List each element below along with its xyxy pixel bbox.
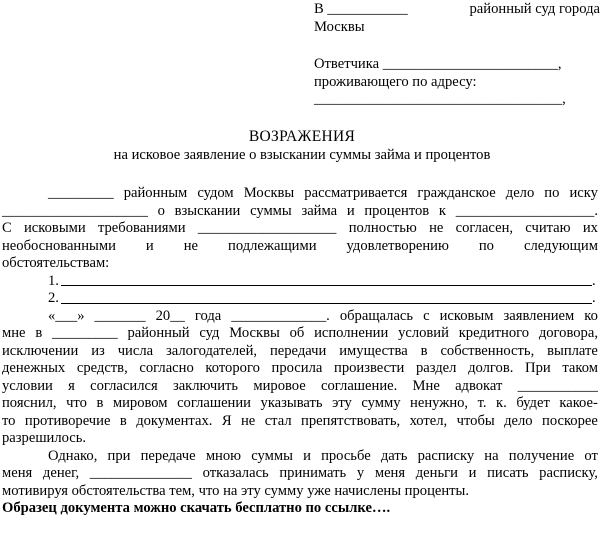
word: документах. bbox=[136, 412, 213, 429]
list-number: 2. bbox=[48, 290, 59, 306]
word: к bbox=[438, 202, 446, 219]
word: мировое bbox=[253, 377, 306, 394]
paragraph-3-line-1 bbox=[2, 448, 598, 466]
word: года bbox=[194, 307, 222, 324]
paragraph-2-line-7 bbox=[2, 413, 598, 431]
word: взыскании bbox=[174, 202, 241, 219]
paragraph-2-line-4 bbox=[2, 360, 598, 378]
word: подлежащими bbox=[228, 237, 317, 254]
word: заявлением bbox=[503, 307, 575, 324]
word: требованиями bbox=[97, 220, 186, 236]
word: т. bbox=[477, 395, 487, 411]
court-line-left: В ___________ bbox=[314, 1, 408, 17]
paragraph-1-line-1 bbox=[2, 185, 598, 203]
word: о bbox=[157, 202, 165, 219]
list-number: 1. bbox=[48, 272, 59, 289]
word: будет bbox=[516, 395, 550, 411]
word: заключить bbox=[172, 377, 239, 394]
word: противоречие bbox=[24, 412, 111, 429]
word: _________ bbox=[52, 325, 118, 341]
word: меня bbox=[2, 465, 33, 481]
list-item-1: 1. . bbox=[48, 272, 596, 289]
word: раздел bbox=[415, 360, 457, 376]
paragraph-3-line-3: мотивируя обстоятельства тем, что на эту сумму уже начислены проценты. bbox=[2, 482, 470, 499]
word: исключении bbox=[2, 342, 79, 359]
word: пояснил, bbox=[2, 395, 57, 411]
word: из bbox=[91, 342, 105, 359]
word: мною bbox=[205, 447, 242, 464]
word: исковыми bbox=[24, 220, 86, 236]
paragraph-1-line-3 bbox=[2, 220, 598, 238]
word: не bbox=[240, 412, 256, 429]
word: меня bbox=[374, 465, 406, 481]
word: хотел, bbox=[409, 412, 448, 429]
word: договора, bbox=[538, 325, 598, 341]
word: эту bbox=[332, 395, 352, 411]
word: их bbox=[582, 220, 598, 236]
word: получение bbox=[508, 447, 575, 464]
word: С bbox=[2, 220, 12, 236]
word: При bbox=[525, 360, 551, 376]
word: и bbox=[145, 237, 154, 254]
word: к. bbox=[496, 395, 507, 411]
word: процентов bbox=[364, 202, 430, 219]
word: и bbox=[468, 465, 477, 481]
word: в bbox=[96, 395, 104, 411]
word: следующим bbox=[523, 237, 598, 254]
word: таком bbox=[562, 360, 598, 376]
word: иску bbox=[569, 185, 598, 201]
paragraph-1-line-4 bbox=[2, 238, 598, 256]
word: расписку, bbox=[539, 465, 598, 481]
word: соглашение. bbox=[321, 377, 398, 394]
word: согласен, bbox=[455, 220, 514, 236]
word: исковым bbox=[439, 307, 494, 324]
word: Москвы bbox=[229, 325, 280, 341]
word: то bbox=[2, 412, 16, 429]
word: рассматривается bbox=[304, 185, 408, 201]
word: дело bbox=[505, 185, 535, 201]
paragraph-2-line-1 bbox=[2, 308, 598, 326]
word: соглашении bbox=[177, 395, 251, 411]
word: стал bbox=[264, 412, 292, 429]
word: ___________________. bbox=[455, 202, 598, 219]
paragraph-2-line-2 bbox=[2, 325, 598, 343]
word: ____________________ bbox=[2, 202, 148, 219]
word: денег, bbox=[42, 465, 80, 481]
word: согласился bbox=[90, 377, 158, 394]
word: «___» bbox=[48, 307, 85, 324]
paragraph-1-line-2 bbox=[2, 203, 598, 221]
word: по bbox=[478, 237, 494, 254]
address-label: проживающего по адресу: bbox=[314, 73, 477, 90]
word: в bbox=[35, 325, 43, 341]
court-line bbox=[314, 1, 600, 19]
word: у bbox=[356, 465, 365, 481]
word: об bbox=[289, 325, 305, 341]
paragraph-2-line-6 bbox=[2, 395, 598, 413]
document-title: ВОЗРАЖЕНИЯ bbox=[248, 128, 356, 145]
word: необоснованными bbox=[2, 237, 116, 254]
word: Москвы bbox=[243, 185, 295, 201]
respondent-line: Ответчика ________________________, bbox=[314, 56, 562, 72]
word: просьбе bbox=[321, 447, 371, 464]
word: мне bbox=[2, 325, 26, 341]
word: районный bbox=[127, 325, 190, 341]
word: Мне bbox=[412, 377, 440, 394]
word: писать bbox=[487, 465, 529, 481]
word: поскорее bbox=[542, 412, 598, 429]
word: условии bbox=[2, 377, 53, 394]
word: долгов. bbox=[468, 360, 514, 376]
word: и bbox=[346, 202, 355, 219]
word: судом bbox=[197, 185, 234, 201]
word: гражданское bbox=[417, 185, 496, 201]
word: _____________. bbox=[231, 307, 330, 324]
word: денежных bbox=[2, 360, 66, 376]
word: числа bbox=[117, 342, 154, 359]
word: и bbox=[303, 447, 311, 464]
word: согласно bbox=[139, 360, 194, 376]
court-line-right: районный суд города bbox=[469, 1, 600, 17]
word: _________ bbox=[48, 185, 114, 201]
word: считаю bbox=[525, 220, 571, 236]
word: собственность, bbox=[440, 342, 535, 359]
word: Я bbox=[221, 412, 232, 429]
word: мировом bbox=[112, 395, 168, 411]
word: залогодателей, bbox=[166, 342, 258, 359]
word: по bbox=[544, 185, 560, 201]
address-line: __________________________________, bbox=[314, 91, 566, 107]
word: при bbox=[107, 447, 131, 464]
word: дело bbox=[504, 412, 533, 429]
list-item-2: 2. . bbox=[48, 290, 596, 306]
word: от bbox=[584, 447, 598, 464]
word: расписку bbox=[417, 447, 475, 464]
word: не bbox=[183, 237, 199, 254]
word: суд bbox=[199, 325, 220, 341]
paragraph-2-line-3 bbox=[2, 343, 598, 361]
word: чтобы bbox=[456, 412, 495, 429]
word: сумму bbox=[361, 395, 401, 411]
word: произвести bbox=[334, 360, 405, 376]
word: удовлетворению bbox=[346, 237, 449, 254]
word: ___________ bbox=[517, 377, 598, 394]
word: условий bbox=[398, 325, 449, 341]
word: препятствовать, bbox=[301, 412, 401, 429]
word: полностью bbox=[348, 220, 417, 236]
word: займа bbox=[301, 202, 338, 219]
word: принимать bbox=[279, 465, 347, 481]
word: не bbox=[429, 220, 444, 236]
word: указывать bbox=[260, 395, 323, 411]
word: какое- bbox=[559, 395, 598, 411]
paragraph-1-line-5: обстоятельствам: bbox=[2, 255, 110, 271]
document-subtitle: на исковое заявление о взыскании суммы займа и процентов bbox=[113, 147, 491, 163]
word: ко bbox=[584, 307, 598, 324]
court-city: Москвы bbox=[314, 18, 365, 35]
word: я bbox=[68, 377, 75, 394]
document-header bbox=[314, 1, 600, 109]
word: просила bbox=[271, 360, 323, 376]
word: дать bbox=[380, 447, 408, 464]
word: передачи bbox=[269, 342, 327, 359]
word: исполнении bbox=[314, 325, 389, 341]
document-body bbox=[2, 185, 598, 518]
list-blank-line bbox=[61, 290, 592, 304]
word: отказалась bbox=[202, 465, 269, 481]
word: суммы bbox=[251, 447, 293, 464]
word: выплате bbox=[547, 342, 598, 359]
word: с bbox=[423, 307, 430, 324]
word: Однако, bbox=[48, 447, 98, 464]
word: что bbox=[66, 395, 87, 411]
word: имущества bbox=[339, 342, 408, 359]
word: в bbox=[119, 412, 127, 429]
paragraph-2-line-8: разрешилось. bbox=[2, 430, 87, 446]
word: в bbox=[420, 342, 428, 359]
paragraph-2-line-5 bbox=[2, 378, 598, 396]
word: средств, bbox=[76, 360, 128, 376]
word: кредитного bbox=[458, 325, 530, 341]
list-blank-line bbox=[61, 273, 592, 287]
paragraph-3-line-2 bbox=[2, 465, 598, 483]
download-link-text[interactable]: Образец документа можно скачать бесплатно по ссылке…. bbox=[2, 500, 391, 516]
word: передаче bbox=[140, 447, 196, 464]
word: которого bbox=[205, 360, 260, 376]
word: _______ bbox=[94, 307, 146, 324]
word: ______________ bbox=[89, 465, 192, 481]
word: адвокат bbox=[455, 377, 503, 394]
word: на bbox=[484, 447, 499, 464]
word: деньги bbox=[415, 465, 458, 481]
word: ненужно, bbox=[410, 395, 469, 411]
word: обращалась bbox=[339, 307, 414, 324]
word: 20__ bbox=[155, 307, 185, 324]
word: ___________________ bbox=[197, 220, 337, 236]
word: районным bbox=[123, 185, 188, 201]
word: суммы bbox=[250, 202, 292, 219]
